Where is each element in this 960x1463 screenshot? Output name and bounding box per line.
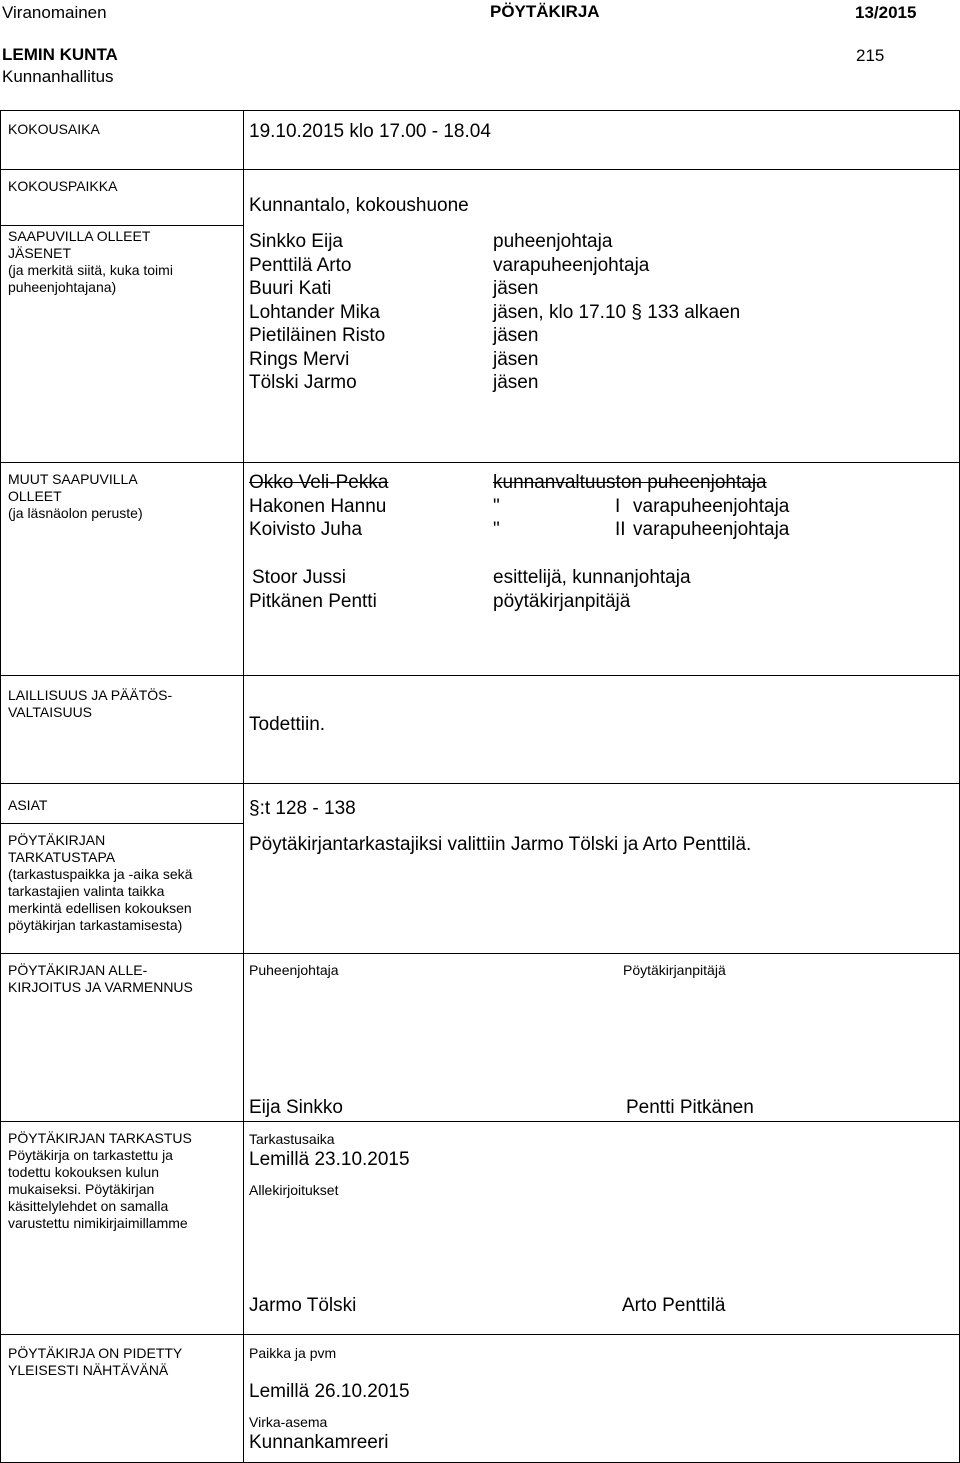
member-role-text: jäsen, klo 17.10 bbox=[493, 301, 627, 323]
document-status: Viranomainen bbox=[2, 3, 107, 22]
member-role: jäsen bbox=[493, 278, 539, 299]
office-value: Kunnankamreeri bbox=[249, 1432, 389, 1453]
member-role: jäsen bbox=[493, 348, 539, 370]
place-date-label: Paikka ja pvm bbox=[249, 1345, 337, 1361]
checker-name: Arto Penttilä bbox=[622, 1295, 726, 1316]
chair-name: Eija Sinkko bbox=[249, 1097, 343, 1118]
others-label-line: (ja läsnäolon peruste) bbox=[8, 505, 143, 521]
inspection-label-line: Pöytäkirja on tarkastettu ja bbox=[8, 1147, 173, 1163]
public-display-label-line: PÖYTÄKIRJA ON PIDETTY bbox=[8, 1345, 183, 1361]
row-divider bbox=[0, 953, 960, 954]
ditto-mark: " bbox=[493, 495, 500, 517]
public-display-label-line: YLEISESTI NÄHTÄVÄNÄ bbox=[8, 1362, 169, 1378]
inspection-method-value: Pöytäkirjantarkastajiksi valittiin Jarmo Tölski ja Arto Penttilä. bbox=[249, 834, 752, 855]
legality-label-line: VALTAISUUS bbox=[8, 704, 93, 720]
signature-label bbox=[8, 962, 193, 996]
member-name: Lohtander Mika bbox=[249, 301, 380, 323]
table-column-divider bbox=[243, 110, 244, 1463]
others-ordinals bbox=[615, 495, 626, 542]
meeting-time-label: KOKOUSAIKA bbox=[8, 121, 100, 137]
member-role: varapuheenjohtaja bbox=[493, 254, 650, 276]
other-role: pöytäkirjanpitäjä bbox=[493, 590, 631, 612]
table-top-border bbox=[0, 110, 960, 111]
member-role-extra: 133 alkaen bbox=[647, 301, 741, 323]
member-role: jäsen bbox=[493, 372, 539, 393]
office-label: Virka-asema bbox=[249, 1414, 328, 1430]
meeting-time-value: 19.10.2015 klo 17.00 - 18.04 bbox=[249, 121, 491, 142]
inspection-time-value: Lemillä 23.10.2015 bbox=[249, 1149, 410, 1170]
inspection-method-label-line: TARKATUSTAPA bbox=[8, 849, 116, 865]
matters-value bbox=[249, 797, 356, 821]
others-label bbox=[8, 471, 143, 522]
inspection-method-label-line: pöytäkirjan tarkastamisesta) bbox=[8, 917, 183, 933]
document-type: PÖYTÄKIRJA bbox=[490, 2, 600, 21]
matters-range: :t 128 - 138 bbox=[259, 798, 356, 819]
members-label-line: SAAPUVILLA OLLEET bbox=[8, 228, 151, 244]
page-number: 215 bbox=[856, 46, 885, 65]
inspection-label-line: mukaiseksi. Pöytäkirjan bbox=[8, 1181, 155, 1197]
members-label-line: JÄSENET bbox=[8, 245, 72, 261]
other-role: kunnanvaltuuston puheenjohtaja bbox=[493, 472, 767, 493]
inspection-method-label-line: (tarkastuspaikka ja -aika sekä bbox=[8, 866, 193, 882]
inspection-label-line: varustettu nimikirjaimillamme bbox=[8, 1215, 188, 1231]
row-divider bbox=[0, 783, 960, 784]
legality-label-line: LAILLISUUS JA PÄÄTÖS- bbox=[8, 687, 173, 703]
row-divider bbox=[0, 1121, 960, 1122]
secretary-name: Pentti Pitkänen bbox=[626, 1097, 754, 1118]
member-names bbox=[249, 230, 385, 395]
governing-body: Kunnanhallitus bbox=[2, 67, 114, 86]
row-divider bbox=[0, 462, 960, 463]
row-divider bbox=[0, 675, 960, 676]
member-name: Pietiläinen Risto bbox=[249, 325, 386, 346]
member-name: Penttilä Arto bbox=[249, 254, 352, 276]
section-sign: § bbox=[631, 301, 642, 323]
inspection-time-label: Tarkastusaika bbox=[249, 1131, 335, 1147]
legality-label bbox=[8, 687, 172, 721]
row-divider bbox=[0, 225, 243, 226]
others-vice-roles bbox=[633, 495, 789, 519]
chair-title: Puheenjohtaja bbox=[249, 962, 339, 978]
place-date-value: Lemillä 26.10.2015 bbox=[249, 1381, 410, 1402]
inspection-label bbox=[8, 1130, 192, 1232]
public-display-label bbox=[8, 1345, 182, 1379]
inspection-method-label-line: PÖYTÄKIRJAN bbox=[8, 832, 106, 848]
section-sign: § bbox=[249, 798, 260, 819]
members-label-line: puheenjohtajana) bbox=[8, 279, 117, 295]
other-name: Hakonen Hannu bbox=[249, 495, 387, 517]
others-vice-roles bbox=[633, 518, 789, 542]
secretary-title: Pöytäkirjanpitäjä bbox=[623, 962, 726, 978]
other-role: varapuheenjohtaja bbox=[633, 495, 790, 517]
document-number: 13/2015 bbox=[855, 3, 917, 22]
legality-value: Todettiin. bbox=[249, 714, 326, 735]
other-role: esittelijä, kunnanjohtaja bbox=[493, 567, 691, 588]
signature-label-line: PÖYTÄKIRJAN ALLE- bbox=[8, 962, 148, 978]
meeting-place-label: KOKOUSPAIKKA bbox=[8, 178, 118, 194]
row-divider bbox=[0, 823, 243, 824]
matters-label: ASIAT bbox=[8, 797, 48, 813]
member-name: Rings Mervi bbox=[249, 348, 350, 370]
row-divider bbox=[0, 1334, 960, 1335]
members-label-line: (ja merkitä siitä, kuka toimi bbox=[8, 262, 173, 278]
other-name: Okko Veli-Pekka bbox=[249, 472, 389, 493]
member-roles bbox=[493, 230, 740, 395]
others-label-line: MUUT SAAPUVILLA bbox=[8, 471, 138, 487]
member-name: Sinkko Eija bbox=[249, 231, 343, 252]
inspection-method-label-line: merkintä edellisen kokouksen bbox=[8, 900, 192, 916]
row-divider bbox=[0, 169, 960, 170]
others-label-line: OLLEET bbox=[8, 488, 62, 504]
ditto-mark: " bbox=[493, 519, 500, 540]
members-label bbox=[8, 228, 173, 296]
signature-label-line: KIRJOITUS JA VARMENNUS bbox=[8, 979, 193, 995]
checker-name: Jarmo Tölski bbox=[249, 1295, 357, 1316]
signatures-label: Allekirjoitukset bbox=[249, 1182, 339, 1198]
meeting-place-value: Kunnantalo, kokoushuone bbox=[249, 195, 469, 216]
other-name: Stoor Jussi bbox=[252, 567, 346, 588]
other-role: varapuheenjohtaja bbox=[633, 519, 790, 540]
member-name: Buuri Kati bbox=[249, 278, 332, 299]
member-role: puheenjohtaja bbox=[493, 231, 613, 252]
others-names bbox=[249, 471, 388, 542]
inspection-label-line: PÖYTÄKIRJAN TARKASTUS bbox=[8, 1130, 192, 1146]
other-name: Pitkänen Pentti bbox=[249, 590, 377, 612]
ordinal: I bbox=[615, 495, 621, 517]
member-name: Tölski Jarmo bbox=[249, 372, 357, 393]
municipality-name: LEMIN KUNTA bbox=[2, 45, 118, 64]
inspection-label-line: käsittelylehdet on samalla bbox=[8, 1198, 169, 1214]
table-left-border bbox=[0, 110, 1, 1463]
member-role bbox=[493, 301, 740, 325]
other-name: Koivisto Juha bbox=[249, 519, 363, 540]
inspection-method-label bbox=[8, 832, 192, 934]
inspection-method-label-line: tarkastajien valinta taikka bbox=[8, 883, 165, 899]
ordinal: II bbox=[615, 519, 626, 540]
inspection-label-line: todettu kokouksen kulun bbox=[8, 1164, 159, 1180]
member-role: jäsen bbox=[493, 325, 539, 346]
